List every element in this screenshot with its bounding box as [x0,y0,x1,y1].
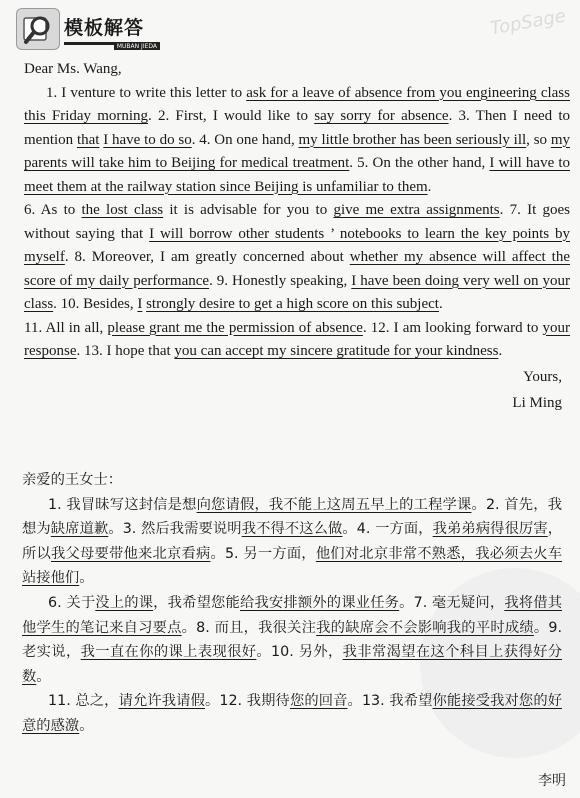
text-segment: ，我希望您能 [153,594,240,611]
underlined-phrase: 我一直在你的课上表现很好 [80,644,257,661]
section-title: 模板解答 [64,17,145,39]
underlined-phrase: please grant me the permission of absence [107,319,363,336]
underlined-phrase: I have been doing very well on your class [24,272,570,312]
chinese-greeting: 亲爱的王女士： [22,472,123,488]
text-segment: . 7. It goes without saying that [24,202,570,242]
underlined-phrase: 给我安排额外的课业任务 [239,594,400,611]
text-segment: 。9. 老实说， [22,619,563,661]
underlined-phrase: strongly desire to get a high score on this subject [146,296,439,312]
text-segment: . [498,343,503,359]
chinese-paragraph-2 [22,591,562,689]
underlined-phrase: 我的缺席会不会影响我的平时成绩 [316,619,534,636]
underlined-phrase: 没上的课 [95,594,154,611]
english-signature: Li Ming [512,394,562,411]
underlined-phrase: 请允许我请假 [118,693,205,710]
text-segment: . 9. Honestly speaking, [209,272,352,289]
section-header [12,4,572,54]
chinese-signature: 李明 [538,773,566,789]
text-segment: 1. I venture to write this letter to [46,84,247,101]
text-segment: . 3. Then I need to mention [24,108,570,148]
underlined-phrase: 我不得不这么做 [241,521,343,538]
text-segment: 。2. 首先，我想为 [22,496,563,538]
text-segment: , so [526,131,551,148]
text-segment: it is advisable for you to [163,202,334,218]
text-segment: 11. 总之， [48,693,119,710]
english-closing: Yours, [523,368,562,385]
text-segment: 。8. 而且，我很关注 [181,619,317,636]
text-segment: . 5. On the other hand, [349,155,490,171]
text-segment: . 8. Moreover, I am greatly concerned about [64,249,350,265]
magnifier-icon [16,8,60,50]
text-segment: 6. 关于 [48,594,96,611]
underlined-phrase: 我非常渴望在这个科目上获得好分数 [22,644,563,685]
underlined-phrase: the lost class [81,202,164,218]
underlined-phrase: I will have to meet them at the railway station since Beijing is unfamiliar to them [24,155,571,195]
underlined-phrase: whether my absence will affect the score of my daily performance [24,249,571,289]
english-paragraph-1 [24,82,570,200]
underlined-phrase: I have to do so [103,131,192,148]
watermark-text: TopSage [488,5,568,40]
underlined-phrase: ask for a leave of absence from you engineering class this Friday morning [24,84,570,124]
section-subtitle: MUBAN JIEDA [114,43,160,50]
english-signoff [24,364,570,416]
underlined-phrase: 缺席道歉 [50,521,109,538]
underlined-phrase: 我弟弟病得很厉害 [432,521,548,538]
text-segment: . 12. I am looking forward to [362,319,543,336]
underlined-phrase: I will borrow other students ’ notebooks to learn the key points by myself [24,225,570,265]
text-segment: . [438,296,443,312]
text-segment: 。5. 另一方面， [210,545,316,562]
underlined-phrase: 我将借其他学生的笔记来自习要点 [22,594,563,636]
text-segment: 。4. 一方面， [342,521,433,538]
underlined-phrase: I [137,296,143,312]
underlined-phrase: you can accept my sincere gratitude for your kindness [174,343,499,359]
english-paragraph-3 [24,317,570,364]
chinese-translation [22,468,562,739]
text-segment: 。 [79,570,94,587]
chinese-paragraph-1 [22,493,562,591]
underlined-phrase: 你能接受我对您的好意的感激 [22,693,563,734]
text-segment: 。 [79,717,94,734]
text-segment: . 4. On one hand, [191,131,299,148]
text-segment: 1. 我冒昧写这封信是想 [48,496,197,513]
english-greeting: Dear Ms. Wang, [24,61,122,77]
underlined-phrase: that [76,131,100,148]
text-segment: . 2. First, I would like to [148,108,315,124]
underlined-phrase: say sorry for absence [314,108,449,124]
english-letter [24,58,570,416]
underlined-phrase: my parents will take him to Beijing for medical treatment [24,131,570,171]
underlined-phrase: 我父母要带他来北京看病 [51,545,211,562]
underlined-phrase: 您的回音 [289,693,348,710]
underlined-phrase: your response [24,319,570,359]
underlined-phrase: 向您请假，我不能上这周五早上的工程学课 [196,496,472,513]
text-segment: . 13. I hope that [76,343,175,359]
text-segment: 。 [36,668,51,685]
text-segment: 11. All in all, [24,319,108,336]
text-segment: . [427,178,432,195]
text-segment: 。12. 我期待 [204,693,290,710]
text-segment: 。3. 然后我需要说明 [108,521,242,538]
underlined-phrase: my little brother has been seriously ill [298,131,527,148]
text-segment: . 10. Besides, [53,296,138,312]
underlined-phrase: 他们对北京非常不熟悉，我必须去火车站接他们 [22,545,563,587]
underlined-phrase: give me extra assignments [333,202,500,218]
text-segment: 。7. 毫无疑问， [399,594,505,611]
text-segment: ，所以 [22,521,563,562]
text-segment: 6. As to [24,202,82,218]
title-bar [64,12,160,50]
chinese-paragraph-3 [22,689,562,738]
text-segment: 。10. 另外， [256,644,343,661]
english-paragraph-2 [24,199,570,317]
text-segment: 。13. 我希望 [347,693,433,710]
